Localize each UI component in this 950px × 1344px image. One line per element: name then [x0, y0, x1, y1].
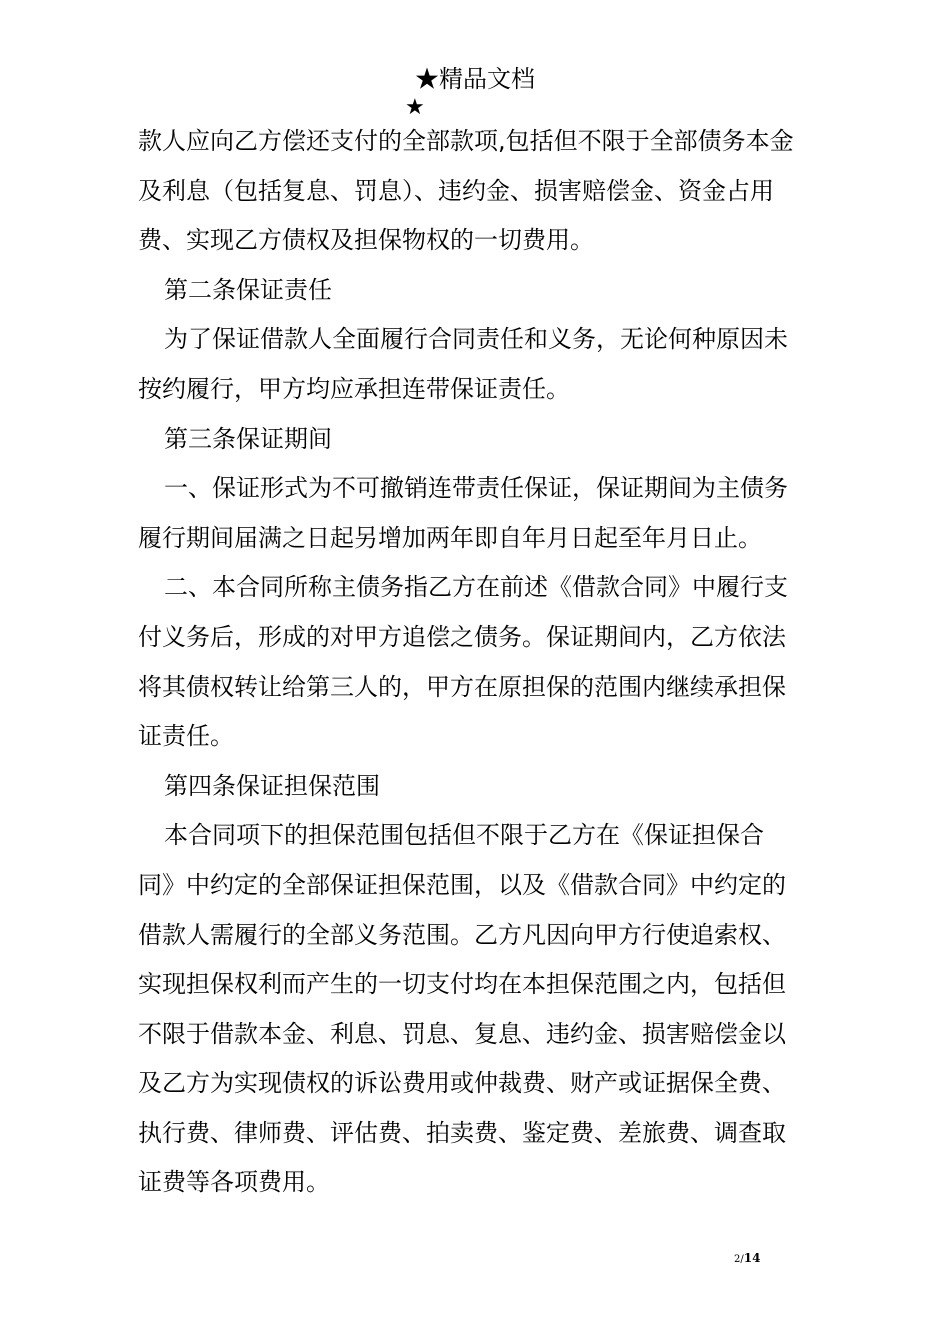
page-header-title: ★精品文档 [415, 65, 535, 93]
body-line: 一、保证形式为不可撤销连带责任保证，保证期间为主债务 [164, 474, 788, 503]
body-line: 履行期间届满之日起另增加两年即自年月日起至年月日止。 [138, 523, 762, 552]
body-line: 实现担保权利而产生的一切支付均在本担保范围之内，包括但 [138, 970, 786, 999]
header-star-icon: ★ [405, 95, 425, 120]
body-line: 及利息（包括复息、罚息）、违约金、损害赔偿金、资金占用 [138, 176, 774, 205]
body-line: 本合同项下的担保范围包括但不限于乙方在《保证担保合 [164, 821, 764, 850]
body-line: 及乙方为实现债权的诉讼费用或仲裁费、财产或证据保全费、 [138, 1069, 786, 1098]
section-heading: 第二条保证责任 [164, 275, 332, 304]
body-line: 将其债权转让给第三人的，甲方在原担保的范围内继续承担保 [138, 672, 786, 701]
body-line: 不限于借款本金、利息、罚息、复息、违约金、损害赔偿金以 [138, 1019, 786, 1048]
body-line: 为了保证借款人全面履行合同责任和义务，无论何种原因未 [164, 325, 788, 354]
body-line: 执行费、律师费、评估费、拍卖费、鉴定费、差旅费、调查取 [138, 1118, 786, 1147]
body-line: 证责任。 [138, 722, 234, 751]
section-heading: 第四条保证担保范围 [164, 771, 380, 800]
body-line: 二、本合同所称主债务指乙方在前述《借款合同》中履行支 [164, 573, 788, 602]
body-line: 费、实现乙方债权及担保物权的一切费用。 [138, 226, 594, 255]
document-body [138, 117, 828, 1208]
body-line: 款人应向乙方偿还支付的全部款项,包括但不限于全部债务本金 [138, 127, 794, 155]
page-number-total: 14 [743, 1251, 761, 1265]
body-line: 证费等各项费用。 [138, 1168, 330, 1197]
body-line: 付义务后，形成的对甲方追偿之债务。保证期间内，乙方依法 [138, 622, 786, 651]
body-line: 按约履行，甲方均应承担连带保证责任。 [138, 374, 570, 403]
page-number-current: 2/ [734, 1254, 744, 1265]
page-number [734, 1250, 760, 1268]
body-line: 同》中约定的全部保证担保范围，以及《借款合同》中约定的 [138, 870, 786, 899]
body-line: 借款人需履行的全部义务范围。乙方凡因向甲方行使追索权、 [138, 920, 786, 949]
section-heading: 第三条保证期间 [164, 424, 332, 453]
